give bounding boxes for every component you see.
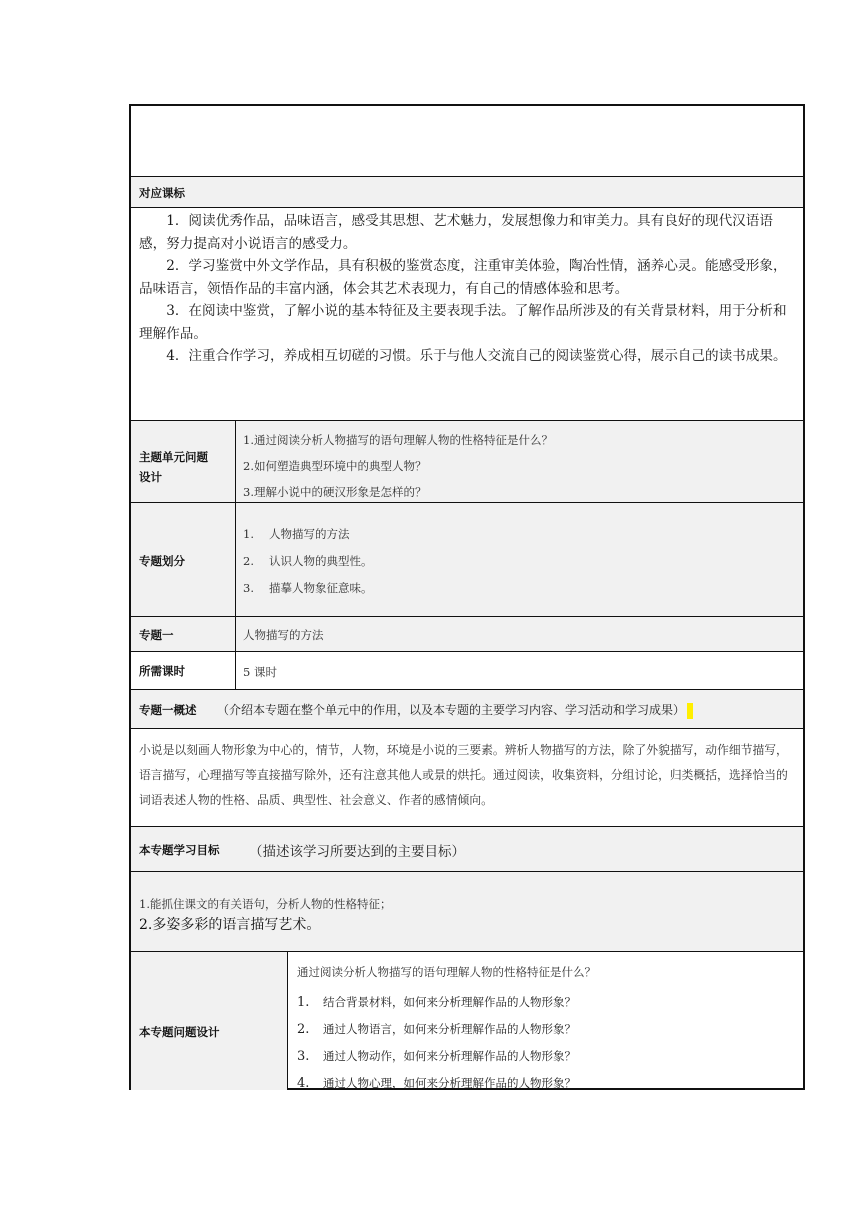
design-item bbox=[297, 1043, 576, 1070]
design-list bbox=[297, 989, 576, 1097]
topic-number: 2. bbox=[243, 554, 254, 568]
design-number: 1. bbox=[297, 995, 310, 1010]
design-text: 结合背景材料，如何来分析理解作品的人物形象？ bbox=[323, 995, 576, 1009]
design-text: 通过人物心理，如何来分析理解作品的人物形象？ bbox=[323, 1076, 576, 1090]
design-item bbox=[297, 989, 576, 1016]
hours-row bbox=[131, 652, 803, 689]
design-item bbox=[297, 1016, 576, 1043]
topics-label: 专题划分 bbox=[139, 554, 185, 568]
unit-questions-row bbox=[131, 421, 803, 502]
design-intro: 通过阅读分析人物描写的语句理解人物的性格特征是什么？ bbox=[297, 965, 596, 979]
overview-note-wrap bbox=[217, 701, 693, 719]
empty-header-row bbox=[131, 106, 803, 176]
unit-questions-label-line: 设计 bbox=[139, 470, 162, 484]
design-item bbox=[297, 1070, 576, 1097]
overview-note: （介绍本专题在整个单元中的作用，以及本专题的主要学习内容、学习活动和学习成果） bbox=[217, 703, 686, 717]
overview-text: 小说是以刻画人物形象为中心的，情节，人物，环境是小说的三要素。辨析人物描写的方法，除了外貌描写，动作细节描写，语言描写，心理描写等直接描写除外，还有注意其他人或景的烘托。通过阅读，收集资料，分组讨论，归类概括，选择恰当的词语表述人物的性格、品质、典型性、社会意义、作者的感情倾向。 bbox=[139, 743, 788, 807]
goals-body-row bbox=[131, 872, 803, 951]
goals-label: 本专题学习目标 bbox=[139, 843, 220, 857]
goals-header-row bbox=[131, 827, 803, 871]
column-divider bbox=[287, 952, 288, 1090]
overview-label: 专题一概述 bbox=[139, 703, 197, 717]
curriculum-item: 3．在阅读中鉴赏，了解小说的基本特征及主要表现手法。了解作品所涉及的有关背景材料，用于分析和理解作品。 bbox=[139, 303, 787, 342]
unit-question-item: 3.理解小说中的硬汉形象是怎样的？ bbox=[243, 485, 427, 499]
topic-one-value: 人物描写的方法 bbox=[243, 628, 324, 642]
design-number: 3. bbox=[297, 1049, 310, 1064]
unit-question-item: 1.通过阅读分析人物描写的语句理解人物的性格特征是什么？ bbox=[243, 433, 553, 447]
topic-number: 1. bbox=[243, 527, 254, 541]
design-number: 4. bbox=[297, 1076, 310, 1091]
design-row bbox=[131, 952, 803, 1090]
hours-label: 所需课时 bbox=[139, 664, 185, 678]
unit-questions-label bbox=[139, 447, 208, 487]
topic-text: 人物描写的方法 bbox=[269, 527, 350, 541]
unit-questions-list bbox=[243, 427, 553, 505]
curriculum-label: 对应课标 bbox=[139, 186, 185, 200]
unit-questions-label-line: 主题单元问题 bbox=[139, 450, 208, 464]
curriculum-body bbox=[131, 208, 803, 420]
topic-number: 3. bbox=[243, 581, 254, 595]
design-label-cell bbox=[131, 952, 287, 1090]
design-label: 本专题问题设计 bbox=[139, 1025, 220, 1039]
highlight-mark bbox=[687, 703, 693, 719]
topic-text: 认识人物的典型性。 bbox=[269, 554, 373, 568]
topic-item bbox=[243, 521, 373, 548]
curriculum-header-row bbox=[131, 177, 803, 207]
design-text: 通过人物语言，如何来分析理解作品的人物形象？ bbox=[323, 1022, 576, 1036]
topic-item bbox=[243, 548, 373, 575]
overview-header-row bbox=[131, 690, 803, 728]
goals-note: （描述该学习所要达到的主要目标） bbox=[249, 844, 465, 860]
topics-list bbox=[243, 521, 373, 602]
topic-text: 描摹人物象征意味。 bbox=[269, 581, 373, 595]
overview-body bbox=[131, 729, 803, 826]
goal-item: 1.能抓住课文的有关语句，分析人物的性格特征； bbox=[139, 897, 392, 911]
column-divider bbox=[235, 421, 236, 689]
topics-row bbox=[131, 503, 803, 616]
topic-one-row bbox=[131, 617, 803, 651]
hours-value: 5 课时 bbox=[243, 665, 277, 679]
topic-one-label: 专题一 bbox=[139, 628, 174, 642]
curriculum-item: 2．学习鉴赏中外文学作品，具有积极的鉴赏态度，注重审美体验，陶冶性情，涵养心灵。能感受形象，品味语言，领悟作品的丰富内涵，体会其艺术表现力，有自己的情感体验和思考。 bbox=[139, 258, 787, 297]
design-text: 通过人物动作，如何来分析理解作品的人物形象？ bbox=[323, 1049, 576, 1063]
topic-item bbox=[243, 575, 373, 602]
lesson-plan-table bbox=[129, 104, 805, 1090]
unit-question-item: 2.如何塑造典型环境中的典型人物？ bbox=[243, 459, 427, 473]
goal-item: 2.多姿多彩的语言描写艺术。 bbox=[139, 917, 321, 933]
design-number: 2. bbox=[297, 1022, 310, 1037]
curriculum-item: 4．注重合作学习，养成相互切磋的习惯。乐于与他人交流自己的阅读鉴赏心得，展示自己的读书成果。 bbox=[166, 348, 787, 364]
curriculum-item: 1．阅读优秀作品，品味语言，感受其思想、艺术魅力，发展想像力和审美力。具有良好的现代汉语语感，努力提高对小说语言的感受力。 bbox=[139, 213, 773, 252]
